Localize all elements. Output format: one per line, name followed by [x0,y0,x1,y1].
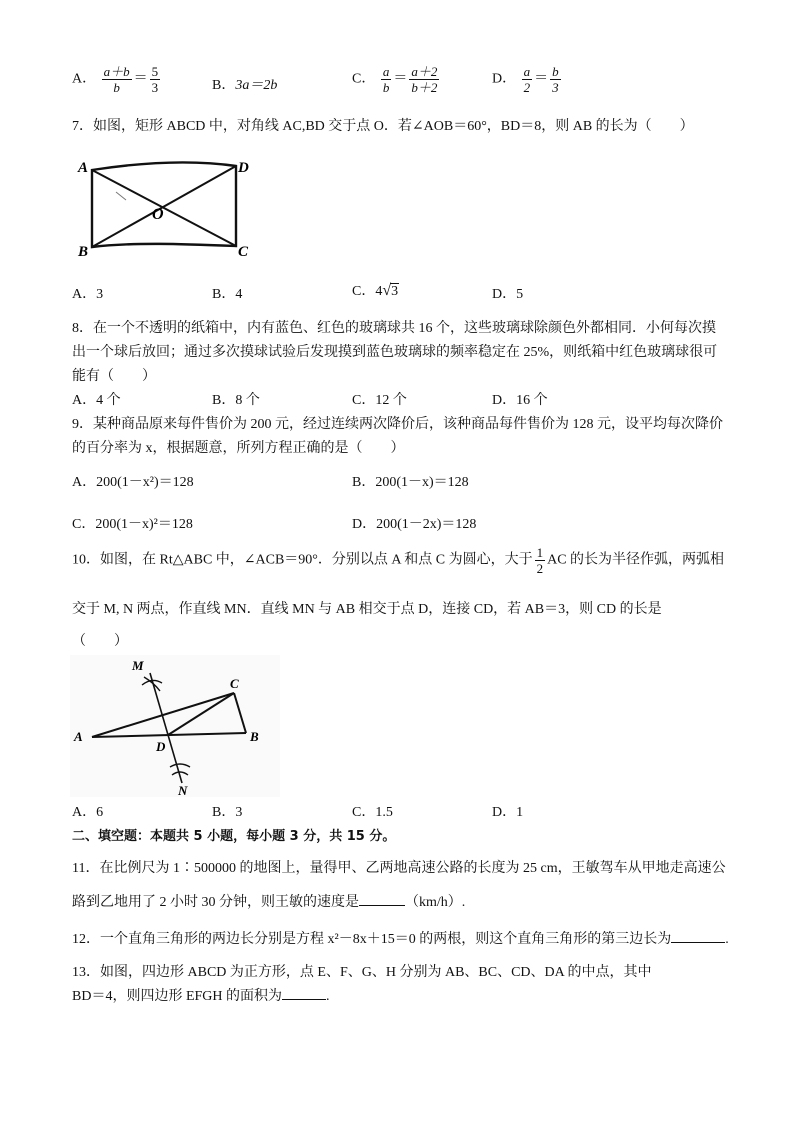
label-d: D [238,160,249,176]
q10-line2: 交于 M, N 两点，作直线 MN．直线 MN 与 AB 相交于点 D，连接 CD，若 AB＝3，则 CD 的长是 [72,602,662,617]
q6-option-c: C． $\frac{a}{b}$ ＝ $\frac{a+2}{b+2}$ [352,64,438,95]
q13-line2: BD＝4，则四边形 EFGH 的面积为 . [72,989,330,1004]
q8-line1: 8．在一个不透明的纸箱中，内有蓝色、红色的玻璃球共 16 个，这些玻璃球除颜色外都相同．小何每次摸 [72,321,716,336]
q12-line: 12．一个直角三角形的两边长分别是方程 x²－8x＋15＝0 的两根，则这个直角三角形的第三边长为 . [72,932,729,947]
label-a: A [74,729,83,744]
fraction: $\frac{a+b}{b}$ [103,64,130,95]
q7-stem: 7．如图，矩形 ABCD 中，对角线 AC,BD 交于点 O．若∠AOB＝60°，BD＝8，则 AB 的长为（ ） [72,119,694,134]
label-d: D [156,739,166,754]
fraction-half: $\frac{1}{2}$ [536,545,544,576]
answer-blank [359,893,405,906]
q10-option-b: B．3 [212,805,243,820]
label-c: C [238,244,249,260]
label-b: B [78,244,89,260]
q6-option-d: D． $\frac{a}{2}$ ＝ $\frac{b}{3}$ [492,64,559,95]
q7-option-b: B．4 [212,287,243,302]
fraction: $\frac{a}{2}$ [523,64,531,95]
q10-option-c: C．1.5 [352,805,393,820]
q10-figure-triangle [70,655,280,797]
q8-line3: 能有（ ） [72,369,156,384]
q9-line2: 的百分率为 x，根据题意，所列方程正确的是（ ） [72,441,405,456]
q8-line2: 出一个球后放回；通过多次摸球试验后发现摸到蓝色玻璃球的频率稳定在 25%，则纸箱中红色玻璃球很可 [72,345,718,360]
section-2-title: 二、填空题：本题共 5 小题，每小题 3 分，共 15 分。 [72,829,396,844]
fraction: $\frac{5}{3}$ [151,64,159,95]
q10-option-d: D．1 [492,805,524,820]
q7-option-a: A．3 [72,287,104,302]
q8-option-c: C．12 个 [352,393,407,408]
label-b: B [250,729,259,744]
q11-line2: 路到乙地用了 2 小时 30 分钟，则王敏的速度是 （km/h）. [72,895,466,910]
q8-option-b: B．8 个 [212,393,260,408]
q11-line1: 11．在比例尺为 1∶500000 的地图上，量得甲、乙两地高速公路的长度为 25 cm，王敏驾车从甲地走高速公 [72,861,726,876]
q8-option-d: D．16 个 [492,393,548,408]
fraction: $\frac{b}{3}$ [552,64,559,95]
q7-option-c: C．4√3 [352,282,399,299]
label-o: O [152,206,164,223]
label-a: A [78,160,89,176]
q10-option-a: A．6 [72,805,104,820]
fraction: $\frac{a+2}{b+2}$ [411,64,438,95]
answer-blank [671,930,725,943]
option-letter: A． [72,71,97,87]
q8-option-a: A．4 个 [72,393,121,408]
q6-option-a: A． $\frac{a+b}{b}$ ＝ $\frac{5}{3}$ [72,64,159,95]
label-m: M [132,658,144,673]
q9-option-b: B．200(1－x)＝128 [352,475,469,490]
q7-figure-rectangle [74,152,264,262]
q9-option-d: D．200(1－2x)＝128 [352,517,477,532]
q13-line1: 13．如图，四边形 ABCD 为正方形，点 E、F、G、H 分别为 AB、BC、CD、DA 的中点，其中 [72,965,652,980]
label-n: N [178,783,188,797]
q9-option-c: C．200(1－x)²＝128 [72,517,193,532]
q6-option-b: B．3a＝2b [212,78,278,93]
q9-option-a: A．200(1－x²)＝128 [72,475,194,490]
fraction: $\frac{a}{b}$ [382,64,390,95]
q10-line1: 10．如图，在 Rt△ABC 中，∠ACB＝90°．分别以点 A 和点 C 为圆心，大于 $\frac{1}{2}$ AC 的长为半径作弧，两弧相 [72,545,725,576]
q7-option-d: D．5 [492,287,524,302]
answer-blank [282,987,326,1000]
q9-line1: 9．某种商品原来每件售价为 200 元，经过连续两次降价后，该种商品每件售价为 128 元，设平均每次降价 [72,417,723,432]
label-c: C [230,676,239,691]
q10-line3: （ ） [72,634,128,649]
